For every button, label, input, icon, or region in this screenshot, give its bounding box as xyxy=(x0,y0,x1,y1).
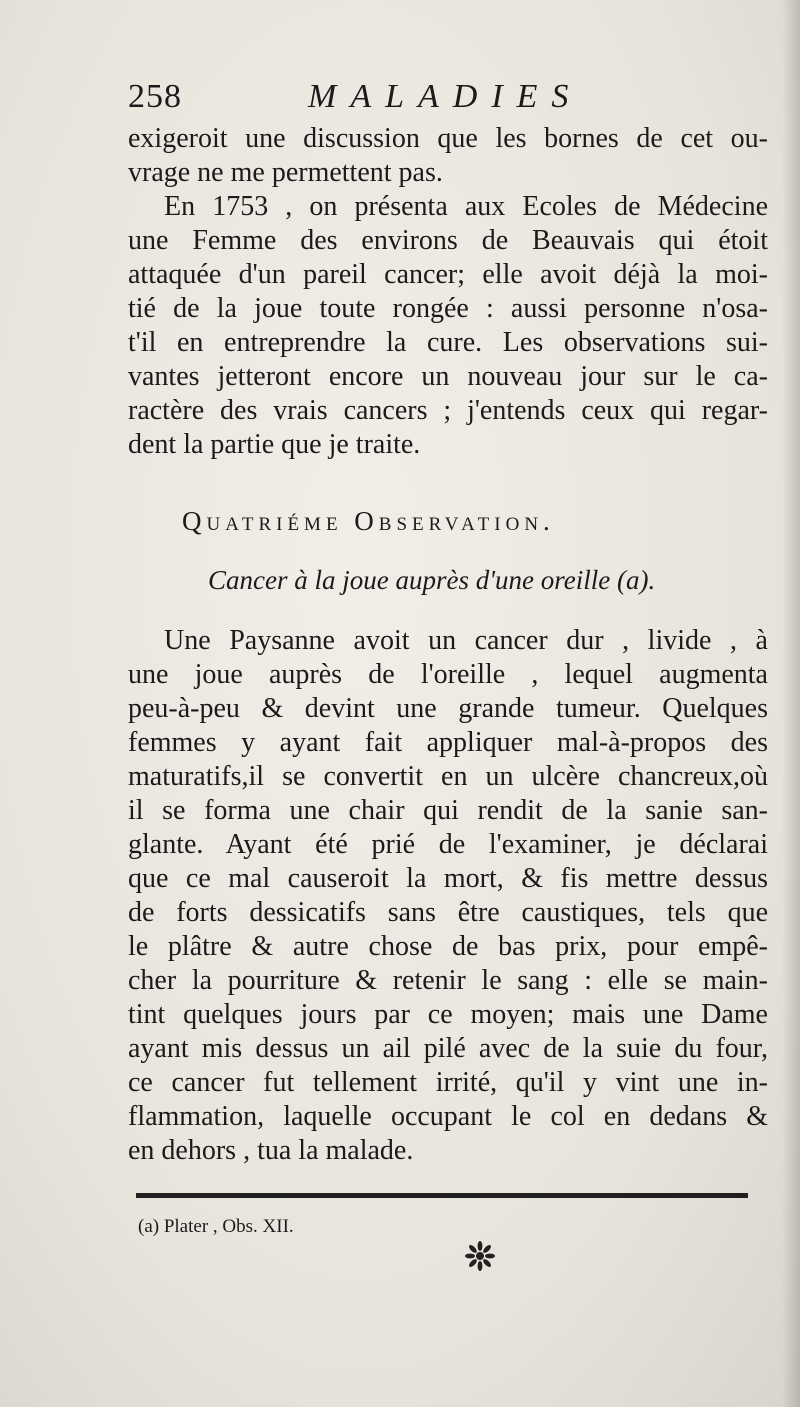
text-line: femmes y ayant fait appliquer mal-à-propos des xyxy=(128,727,768,758)
text-line: flammation, laquelle occupant le col en dedans & xyxy=(128,1101,768,1132)
text-line: cher la pourriture & retenir le sang : elle se main- xyxy=(128,965,768,996)
section-subtitle: Cancer à la joue auprès d'une oreille (a). xyxy=(208,565,656,595)
text-line: exigeroit une discussion que les bornes de cet ou- xyxy=(128,123,768,154)
footnote-rule xyxy=(136,1193,748,1198)
paragraph-3 xyxy=(128,624,768,1168)
text-line: attaquée d'un pareil cancer; elle avoit déjà la moi- xyxy=(128,259,768,290)
text-line: une joue auprès de l'oreille , lequel augmenta xyxy=(128,659,768,690)
text-line: maturatifs,il se convertit en un ulcère chancreux,où xyxy=(128,761,768,792)
text-line: en dehors , tua la malade. xyxy=(128,1135,414,1166)
text-line: peu-à-peu & devint une grande tumeur. Quelques xyxy=(128,693,768,724)
text-line: ce cancer fut tellement irrité, qu'il y vint une in- xyxy=(128,1067,768,1098)
paragraph-1 xyxy=(128,122,768,190)
paragraph-2 xyxy=(128,190,768,462)
text-line: t'il en entreprendre la cure. Les observations sui- xyxy=(128,327,768,358)
page-edge-shadow xyxy=(782,0,800,1407)
text-line: tint quelques jours par ce moyen; mais une Dame xyxy=(128,999,768,1030)
footnote: (a) Plater , Obs. XII. xyxy=(138,1216,294,1237)
text-line: glante. Ayant été prié de l'examiner, je déclarai xyxy=(128,829,768,860)
text-line: il se forma une chair qui rendit de la sanie san- xyxy=(128,795,768,826)
text-line: que ce mal causeroit la mort, & fis mettre dessus xyxy=(128,863,768,894)
text-line: de forts dessicatifs sans être caustiques, tels que xyxy=(128,897,768,928)
page-content xyxy=(128,78,768,1168)
running-title: MALADIES xyxy=(308,78,583,115)
text-line: vrage ne me permettent pas. xyxy=(128,157,443,188)
text-line: dent la partie que je traite. xyxy=(128,429,421,460)
text-line: une Femme des environs de Beauvais qui étoit xyxy=(128,225,768,256)
text-line: Une Paysanne avoit un cancer dur , livide , à xyxy=(164,625,768,656)
text-line: ractère des vrais cancers ; j'entends ceux qui regar- xyxy=(128,395,768,426)
text-line: ayant mis dessus un ail pilé avec de la suie du four, xyxy=(128,1033,768,1064)
text-line: tié de la joue toute rongée : aussi personne n'osa- xyxy=(128,293,768,324)
section-title: Quatriéme Observation. xyxy=(182,506,555,536)
text-line: le plâtre & autre chose de bas prix, pour empê- xyxy=(128,931,768,962)
text-line: En 1753 , on présenta aux Ecoles de Médecine xyxy=(164,191,768,222)
page-number: 258 xyxy=(128,78,182,115)
text-line: vantes jetteront encore un nouveau jour sur le ca- xyxy=(128,361,768,392)
fleuron-ornament-icon xyxy=(462,1238,498,1274)
running-head xyxy=(128,78,768,122)
